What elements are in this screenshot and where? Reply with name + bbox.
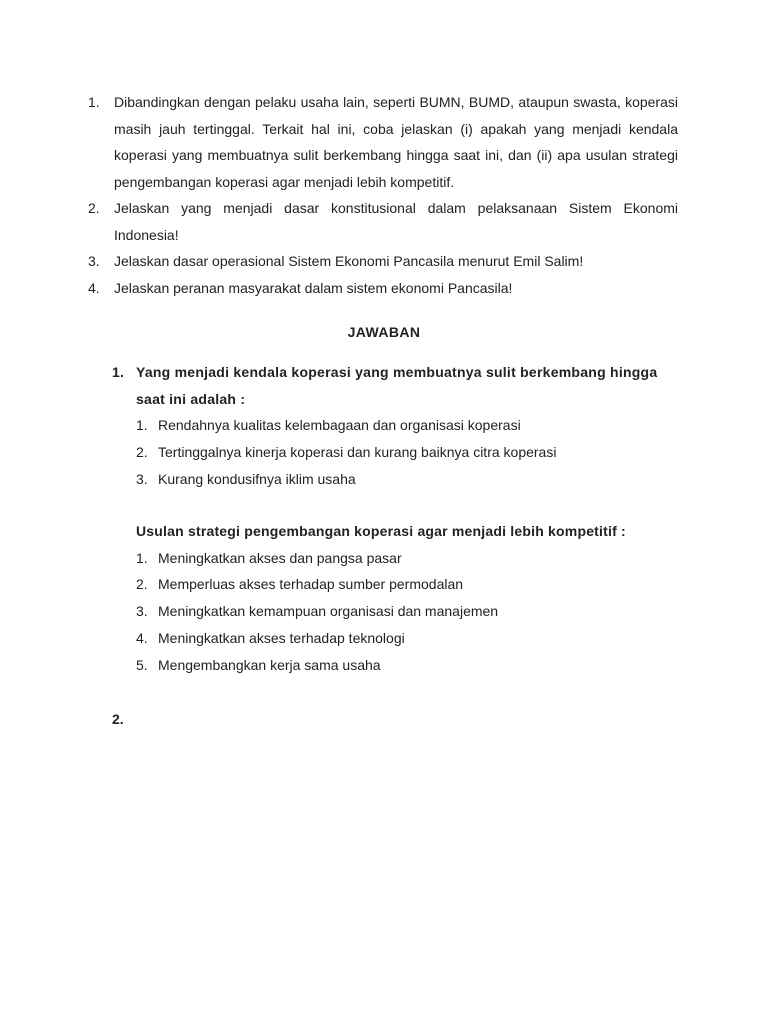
list-item	[136, 545, 676, 572]
list-item	[136, 571, 676, 598]
list-item	[136, 598, 676, 625]
list-item-text: Mengembangkan kerja sama usaha	[158, 656, 381, 673]
list-item-text: Kurang kondusifnya iklim usaha	[158, 470, 356, 487]
list-item-number: 1.	[136, 417, 148, 433]
answer-title-text: Yang menjadi kendala koperasi yang membuatnya sulit berkembang hingga saat ini adalah :	[136, 364, 658, 407]
list-item-number: 1.	[136, 549, 148, 566]
list-item	[136, 625, 676, 652]
question-number: 4.	[88, 279, 100, 296]
answer-2-number: 2.	[112, 711, 124, 727]
answer-heading: JAWABAN	[347, 324, 421, 340]
list-item	[136, 439, 672, 466]
strategy-section	[136, 518, 676, 678]
question-number: 3.	[88, 253, 100, 269]
question-item	[88, 275, 678, 302]
list-item	[136, 466, 672, 493]
question-item	[88, 248, 678, 275]
answer-1-title	[112, 359, 672, 412]
list-item-number: 3.	[136, 603, 148, 620]
list-item	[136, 412, 672, 439]
list-item-text: Tertinggalnya kinerja koperasi dan kurang baiknya citra koperasi	[158, 443, 557, 460]
strategy-title: Usulan strategi pengembangan koperasi agar menjadi lebih kompetitif :	[136, 523, 626, 539]
list-item-number: 4.	[136, 629, 148, 646]
list-item-text: Meningkatkan kemampuan organisasi dan manajemen	[158, 603, 499, 620]
list-item-number: 5.	[136, 656, 148, 673]
question-list	[88, 89, 678, 301]
question-number: 1.	[88, 94, 100, 110]
list-item-number: 2.	[136, 443, 148, 460]
question-text: Jelaskan peranan masyarakat dalam sistem ekonomi Pancasila!	[114, 279, 513, 296]
answer-number: 1.	[112, 364, 125, 380]
strategy-list	[136, 545, 676, 679]
question-item	[88, 89, 678, 195]
question-number: 2.	[88, 200, 100, 216]
question-item	[88, 195, 678, 248]
list-item-number: 2.	[136, 576, 148, 593]
list-item-text: Rendahnya kualitas kelembagaan dan organisasi koperasi	[158, 417, 521, 433]
list-item-number: 3.	[136, 470, 148, 487]
question-text: Jelaskan dasar operasional Sistem Ekonomi Pancasila menurut Emil Salim!	[114, 253, 584, 269]
list-item	[136, 652, 676, 679]
list-item-text: Meningkatkan akses terhadap teknologi	[158, 629, 405, 646]
question-text: Dibandingkan dengan pelaku usaha lain, seperti BUMN, BUMD, ataupun swasta, koperasi masih jauh tertinggal. Terkait hal ini, coba jelaskan (i) apakah yang menjadi kendala koperasi yang membuatnya sulit berkembang hingga saat ini, dan (ii) apa usulan strategi pengembangan koperasi agar menjadi lebih kompetitif.	[114, 94, 678, 190]
list-item-text: Memperluas akses terhadap sumber permodalan	[158, 576, 464, 593]
list-item-text: Meningkatkan akses dan pangsa pasar	[158, 549, 402, 566]
obstacle-list	[112, 412, 672, 492]
answer-1	[112, 359, 672, 492]
question-text: Jelaskan yang menjadi dasar konstitusional dalam pelaksanaan Sistem Ekonomi Indonesia!	[114, 200, 678, 243]
